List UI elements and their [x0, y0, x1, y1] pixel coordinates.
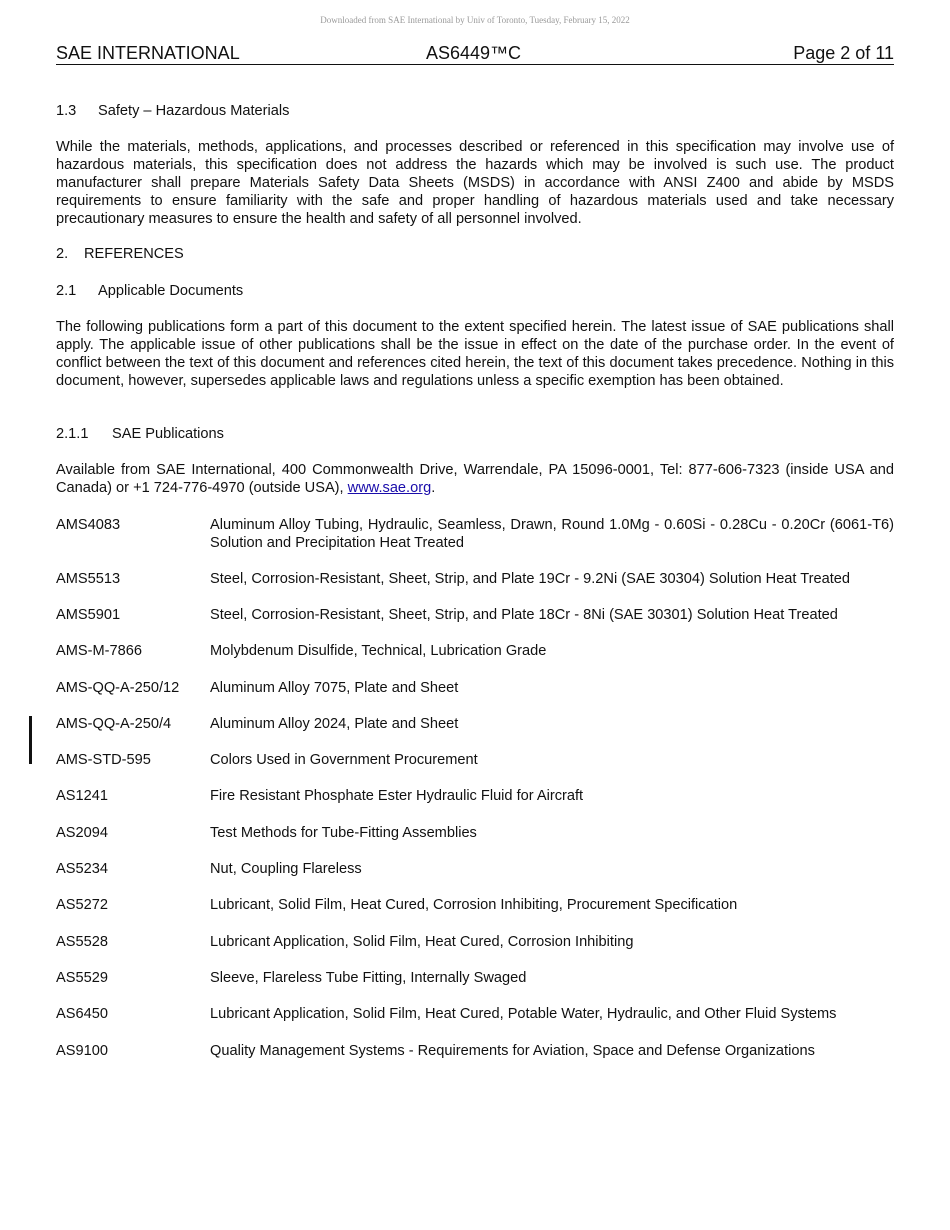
reference-item-ams5901: [56, 606, 894, 624]
reference-item-as5529: [56, 969, 894, 987]
section-title: Safety – Hazardous Materials: [98, 103, 290, 119]
section-1-3-heading: [56, 102, 894, 120]
reference-item-as2094: [56, 824, 894, 842]
reference-title: Steel, Corrosion-Resistant, Sheet, Strip, and Plate 18Cr - 8Ni (SAE 30301) Solution Heat Treated: [210, 607, 838, 623]
section-title: REFERENCES: [84, 246, 184, 262]
page-header: [56, 43, 894, 65]
reference-title: Lubricant, Solid Film, Heat Cured, Corrosion Inhibiting, Procurement Specification: [210, 897, 738, 913]
reference-code: AMS5513: [56, 571, 121, 587]
section-2-heading: [56, 245, 894, 263]
section-number: 2.1: [56, 283, 77, 299]
sae-address-period: .: [431, 480, 436, 496]
reference-code: AS5528: [56, 934, 108, 950]
section-number: 2.1.1: [56, 426, 89, 442]
reference-title: Aluminum Alloy Tubing, Hydraulic, Seamless, Drawn, Round 1.0Mg - 0.60Si - 0.28Cu - 0.20Cr (6061-T6) Solution and Precipitation Heat Treated: [210, 517, 894, 551]
reference-item-ams-std-595: [56, 751, 894, 769]
reference-code: AMS4083: [56, 517, 121, 533]
sae-address-text: Available from SAE International, 400 Commonwealth Drive, Warrendale, PA 15096-0001, Tel: 877-606-7323 (inside USA and Canada) or +1 724-776-4970 (outside USA),: [56, 462, 894, 496]
section-number: 1.3: [56, 103, 77, 119]
reference-code: AMS-QQ-A-250/12: [56, 680, 180, 696]
reference-title: Molybdenum Disulfide, Technical, Lubrication Grade: [210, 643, 547, 659]
reference-code: AS5234: [56, 861, 108, 877]
reference-item-as6450: [56, 1005, 894, 1023]
section-2-1-heading: [56, 282, 894, 300]
reference-code: AMS5901: [56, 607, 121, 623]
reference-title: Colors Used in Government Procurement: [210, 752, 478, 768]
revision-change-bar: [29, 716, 32, 764]
reference-title: Quality Management Systems - Requirements for Aviation, Space and Defense Organizations: [210, 1043, 815, 1059]
reference-title: Lubricant Application, Solid Film, Heat Cured, Potable Water, Hydraulic, and Other Fluid Systems: [210, 1006, 837, 1022]
reference-title: Aluminum Alloy 2024, Plate and Sheet: [210, 716, 459, 732]
reference-code: AS1241: [56, 788, 108, 804]
reference-item-as5528: [56, 933, 894, 951]
reference-title: Nut, Coupling Flareless: [210, 861, 362, 877]
reference-code: AS9100: [56, 1043, 108, 1059]
section-2-1-body: The following publications form a part of this document to the extent specified herein. The latest issue of SAE publications shall apply. The applicable issue of other publications shall be the issue in effect on the date of the purchase order. In the event of conflict between the text of this document and references cited herein, the text of this document takes precedence. Nothing in this document, however, supersedes applicable laws and regulations unless a specific exemption has been obtained.: [56, 319, 894, 389]
section-title: SAE Publications: [112, 426, 224, 442]
reference-item-ams5513: [56, 570, 894, 588]
reference-item-ams-qq-a-250-12: [56, 679, 894, 697]
section-1-3-body: While the materials, methods, applications, and processes described or referenced in this specification may involve use of hazardous materials, this specification does not address the hazards which may be involved is such use. The product manufacturer shall prepare Materials Safety Data Sheets (MSDS) in accordance with ANSI Z400 and abide by MSDS requirements to ensure familiarity with the safe and proper handling of hazardous materials used and take necessary precautionary measures to ensure the health and safety of all personnel involved.: [56, 139, 894, 227]
reference-code: AS6450: [56, 1006, 108, 1022]
reference-code: AS5529: [56, 970, 108, 986]
section-number: 2.: [56, 246, 69, 262]
reference-item-ams4083: [56, 516, 894, 552]
reference-title: Test Methods for Tube-Fitting Assemblies: [210, 825, 477, 841]
reference-title: Aluminum Alloy 7075, Plate and Sheet: [210, 680, 459, 696]
reference-item-ams-qq-a-250-4: [56, 715, 894, 733]
sae-website-link[interactable]: www.sae.org: [347, 480, 432, 496]
reference-code: AS2094: [56, 825, 108, 841]
reference-code: AS5272: [56, 897, 108, 913]
reference-code: AMS-M-7866: [56, 643, 142, 659]
reference-item-as1241: [56, 787, 894, 805]
reference-code: AMS-STD-595: [56, 752, 151, 768]
reference-item-as5272: [56, 896, 894, 914]
reference-title: Lubricant Application, Solid Film, Heat Cured, Corrosion Inhibiting: [210, 934, 634, 950]
header-publisher: SAE INTERNATIONAL: [56, 43, 240, 63]
reference-code: AMS-QQ-A-250/4: [56, 716, 172, 732]
reference-title: Fire Resistant Phosphate Ester Hydraulic Fluid for Aircraft: [210, 788, 584, 804]
header-document-number: AS6449™C: [426, 43, 522, 63]
section-2-1-1-body: [56, 461, 894, 497]
reference-title: Sleeve, Flareless Tube Fitting, Internally Swaged: [210, 970, 527, 986]
reference-title: Steel, Corrosion-Resistant, Sheet, Strip, and Plate 19Cr - 9.2Ni (SAE 30304) Solution Heat Treated: [210, 571, 851, 587]
reference-item-as9100: [56, 1042, 894, 1060]
reference-item-ams-m-7866: [56, 642, 894, 660]
section-2-1-1-heading: [56, 425, 894, 443]
download-watermark: Downloaded from SAE International by Univ of Toronto, Tuesday, February 15, 2022: [320, 15, 630, 25]
reference-item-as5234: [56, 860, 894, 878]
section-title: Applicable Documents: [98, 283, 244, 299]
header-page-number: Page 2 of 11: [793, 43, 894, 63]
